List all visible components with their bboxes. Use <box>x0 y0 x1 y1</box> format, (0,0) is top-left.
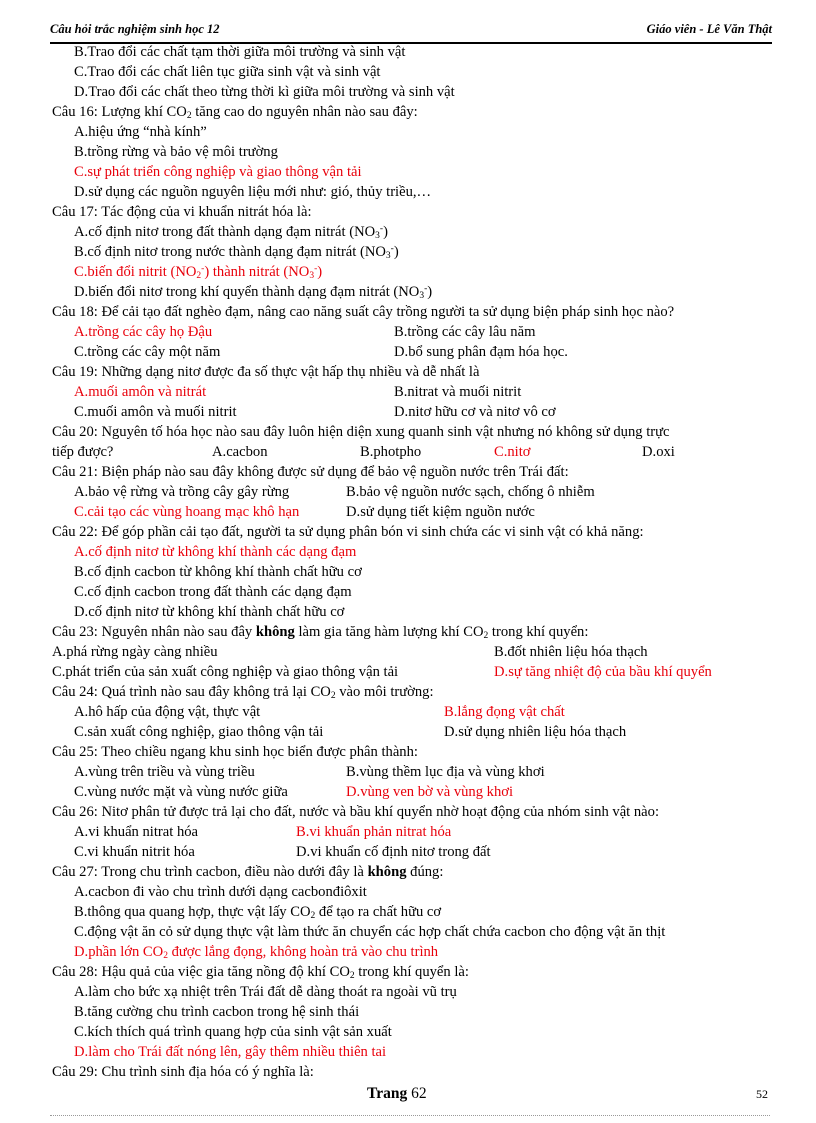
q17-option-a: A.cố định nitơ trong đất thành dạng đạm nitrát $(NO_3^-)$ <box>74 224 388 241</box>
q26-options-cd <box>52 842 772 862</box>
q16-option-d: D.sử dụng các nguồn nguyên liệu mới như: gió, thủy triều,… <box>74 184 432 200</box>
q27-option-d-answer: D.phần lớn $CO_2$ được lắng đọng, không hoàn trả vào chu trình <box>74 944 439 961</box>
q28-option-d-answer: D.làm cho Trái đất nóng lên, gây thêm nhiều thiên tai <box>74 1044 387 1060</box>
q22-option-a-answer: A.cố định nitơ từ không khí thành các dạng đạm <box>74 544 357 560</box>
q28-option-c: C.kích thích quá trình quang hợp của sinh vật sản xuất <box>74 1024 392 1040</box>
q23-option-b: B.đốt nhiên liệu hóa thạch <box>494 644 648 660</box>
q24-options-ab <box>52 702 772 722</box>
q19-option-a-answer: A.muối amôn và nitrát <box>74 384 207 400</box>
q21-option-b: B.bảo vệ nguồn nước sạch, chống ô nhiễm <box>346 484 595 500</box>
q26-option-c: C.vi khuẩn nitrit hóa <box>74 844 195 860</box>
q18-option-b: B.trồng các cây lâu năm <box>394 324 536 340</box>
q25-option-d-answer: D.vùng ven bờ và vùng khơi <box>346 784 514 800</box>
q17-stem: Câu 17: Tác động của vi khuẩn nitrát hóa là: <box>52 204 312 220</box>
q20-option-b: B.photpho <box>360 444 422 460</box>
q20-option-d: D.oxi <box>642 444 675 460</box>
page-label: Trang 62 <box>367 1085 427 1102</box>
q20-stem: Câu 20: Nguyên tố hóa học nào sau đây luôn hiện diện xung quanh sinh vật nhưng nó không sử dụng trực <box>52 424 670 440</box>
q23-option-c: C.phát triển của sản xuất công nghiệp và giao thông vận tải <box>52 664 399 680</box>
q24-option-a: A.hô hấp của động vật, thực vật <box>74 704 261 720</box>
q21-options-ab <box>52 482 772 502</box>
q27-stem: Câu 27: Trong chu trình cacbon, điều nào dưới đây là không đúng: <box>52 864 444 880</box>
q25-stem: Câu 25: Theo chiều ngang khu sinh học biển được phân thành: <box>52 744 418 760</box>
q28-stem: Câu 28: Hậu quả của việc gia tăng nồng độ khí $CO_2$ trong khí quyển là: <box>52 964 469 981</box>
q25-option-b: B.vùng thềm lục địa và vùng khơi <box>346 764 545 780</box>
q24-stem: Câu 24: Quá trình nào sau đây không trả lại $CO_2$ vào môi trường: <box>52 684 434 701</box>
q22-option-d: D.cố định nitơ từ không khí thành chất hữu cơ <box>74 604 345 620</box>
q16-option-b: B.trồng rừng và bảo vệ môi trường <box>74 144 278 160</box>
q23-option-d-answer: D.sự tăng nhiệt độ của bầu khí quyển <box>494 664 712 680</box>
q18-option-c: C.trồng các cây một năm <box>74 344 221 360</box>
q25-option-c: C.vùng nước mặt và vùng nước giữa <box>74 784 288 800</box>
q21-option-d: D.sử dụng tiết kiệm nguồn nước <box>346 504 535 520</box>
header-teacher: Giáo viên - Lê Văn Thật <box>646 22 772 36</box>
q19-stem: Câu 19: Những dạng nitơ được đa số thực vật hấp thụ nhiều và dễ nhất là <box>52 364 480 380</box>
q18-option-d: D.bổ sung phân đạm hóa học. <box>394 344 568 360</box>
q18-options-ab <box>52 322 772 342</box>
q23-stem: Câu 23: Nguyên nhân nào sau đây không làm gia tăng hàm lượng khí $CO_2$ trong khí quyển: <box>52 624 589 641</box>
q15-option-d: D.Trao đổi các chất theo từng thời kì giữa môi trường và sinh vật <box>74 84 455 100</box>
q28-option-b: B.tăng cường chu trình cacbon trong hệ sinh thái <box>74 1004 360 1020</box>
q20-options <box>52 442 772 462</box>
page-header <box>50 22 772 44</box>
q26-option-a: A.vi khuẩn nitrat hóa <box>74 824 199 840</box>
q28-option-a: A.làm cho bức xạ nhiệt trên Trái đất dễ dàng thoát ra ngoài vũ trụ <box>74 984 457 1000</box>
q17-option-b: B.cố định nitơ trong nước thành dạng đạm nitrát $(NO_3^-)$ <box>74 244 399 261</box>
q19-options-cd <box>52 402 772 422</box>
page-footer <box>0 1085 816 1107</box>
q17-option-d: D.biến đổi nitơ trong khí quyển thành dạng đạm nitrát $(NO_3^-)$ <box>74 284 433 301</box>
q27-option-a: A.cacbon đi vào chu trình dưới dạng cacbonđiôxit <box>74 884 367 900</box>
bottom-divider <box>50 1115 770 1116</box>
page-number: 52 <box>756 1087 768 1101</box>
q20-option-c-answer: C.nitơ <box>494 444 531 460</box>
q18-stem: Câu 18: Để cải tạo đất nghèo đạm, nâng cao năng suất cây trồng người ta sử dụng biện pháp sinh học nào? <box>52 304 675 320</box>
q22-option-b: B.cố định cacbon từ không khí thành chất hữu cơ <box>74 564 362 580</box>
q19-option-b: B.nitrat và muối nitrit <box>394 384 522 400</box>
q26-stem: Câu 26: Nitơ phân tử được trả lại cho đất, nước và bầu khí quyển nhờ hoạt động của nhóm sinh vật nào: <box>52 804 660 820</box>
q25-options-cd <box>52 782 772 802</box>
q15-option-c: C.Trao đổi các chất liên tục giữa sinh vật và sinh vật <box>74 64 381 80</box>
q20-stem-cont: tiếp được? <box>52 444 114 460</box>
q19-option-d: D.nitơ hữu cơ và nitơ vô cơ <box>394 404 556 420</box>
q23-options-ab <box>52 642 772 662</box>
q26-option-d: D.vi khuẩn cố định nitơ trong đất <box>296 844 491 860</box>
q25-option-a: A.vùng trên triều và vùng triều <box>74 764 255 780</box>
q27-option-c: C.động vật ăn cỏ sử dụng thực vật làm thức ăn chuyển các hợp chất chứa cacbon cho động vật ăn thịt <box>74 924 666 940</box>
q16-option-a: A.hiệu ứng “nhà kính” <box>74 124 207 140</box>
q25-options-ab <box>52 762 772 782</box>
question-content <box>52 42 772 1082</box>
q21-stem: Câu 21: Biện pháp nào sau đây không được sử dụng để bảo vệ nguồn nước trên Trái đất: <box>52 464 569 480</box>
q27-option-b: B.thông qua quang hợp, thực vật lấy $CO_2$ để tạo ra chất hữu cơ <box>74 904 442 921</box>
q19-options-ab <box>52 382 772 402</box>
q24-option-b-answer: B.lắng đọng vật chất <box>444 704 565 720</box>
q18-options-cd <box>52 342 772 362</box>
q23-option-a: A.phá rừng ngày càng nhiều <box>52 644 218 660</box>
q26-options-ab <box>52 822 772 842</box>
q16-option-c-answer: C.sự phát triển công nghiệp và giao thông vận tải <box>74 164 362 180</box>
header-title: Câu hỏi trắc nghiệm sinh học 12 <box>50 22 220 36</box>
q22-stem: Câu 22: Để góp phần cải tạo đất, người ta sử dụng phân bón vi sinh chứa các vi sinh vật có khả năng: <box>52 524 644 540</box>
q23-options-cd <box>52 662 772 682</box>
q21-option-a: A.bảo vệ rừng và trồng cây gây rừng <box>74 484 290 500</box>
q20-option-a: A.cacbon <box>212 444 268 460</box>
q17-option-c-answer: C.biến đổi nitrit $(NO_2^-)$ thành nitrát $(NO_3^-)$ <box>74 264 323 281</box>
q19-option-c: C.muối amôn và muối nitrit <box>74 404 237 420</box>
q24-options-cd <box>52 722 772 742</box>
q21-options-cd <box>52 502 772 522</box>
q29-stem: Câu 29: Chu trình sinh địa hóa có ý nghĩa là: <box>52 1064 314 1080</box>
q15-option-b: B.Trao đổi các chất tạm thời giữa môi trường và sinh vật <box>74 44 406 60</box>
q26-option-b-answer: B.vi khuẩn phản nitrat hóa <box>296 824 452 840</box>
q16-stem: Câu 16: Lượng khí $CO_2$ tăng cao do nguyên nhân nào sau đây: <box>52 104 418 121</box>
q21-option-c-answer: C.cải tạo các vùng hoang mạc khô hạn <box>74 504 300 520</box>
q18-option-a-answer: A.trồng các cây họ Đậu <box>74 324 213 340</box>
q24-option-d: D.sử dụng nhiên liệu hóa thạch <box>444 724 627 740</box>
q22-option-c: C.cố định cacbon trong đất thành các dạng đạm <box>74 584 352 600</box>
q24-option-c: C.sản xuất công nghiệp, giao thông vận tải <box>74 724 324 740</box>
